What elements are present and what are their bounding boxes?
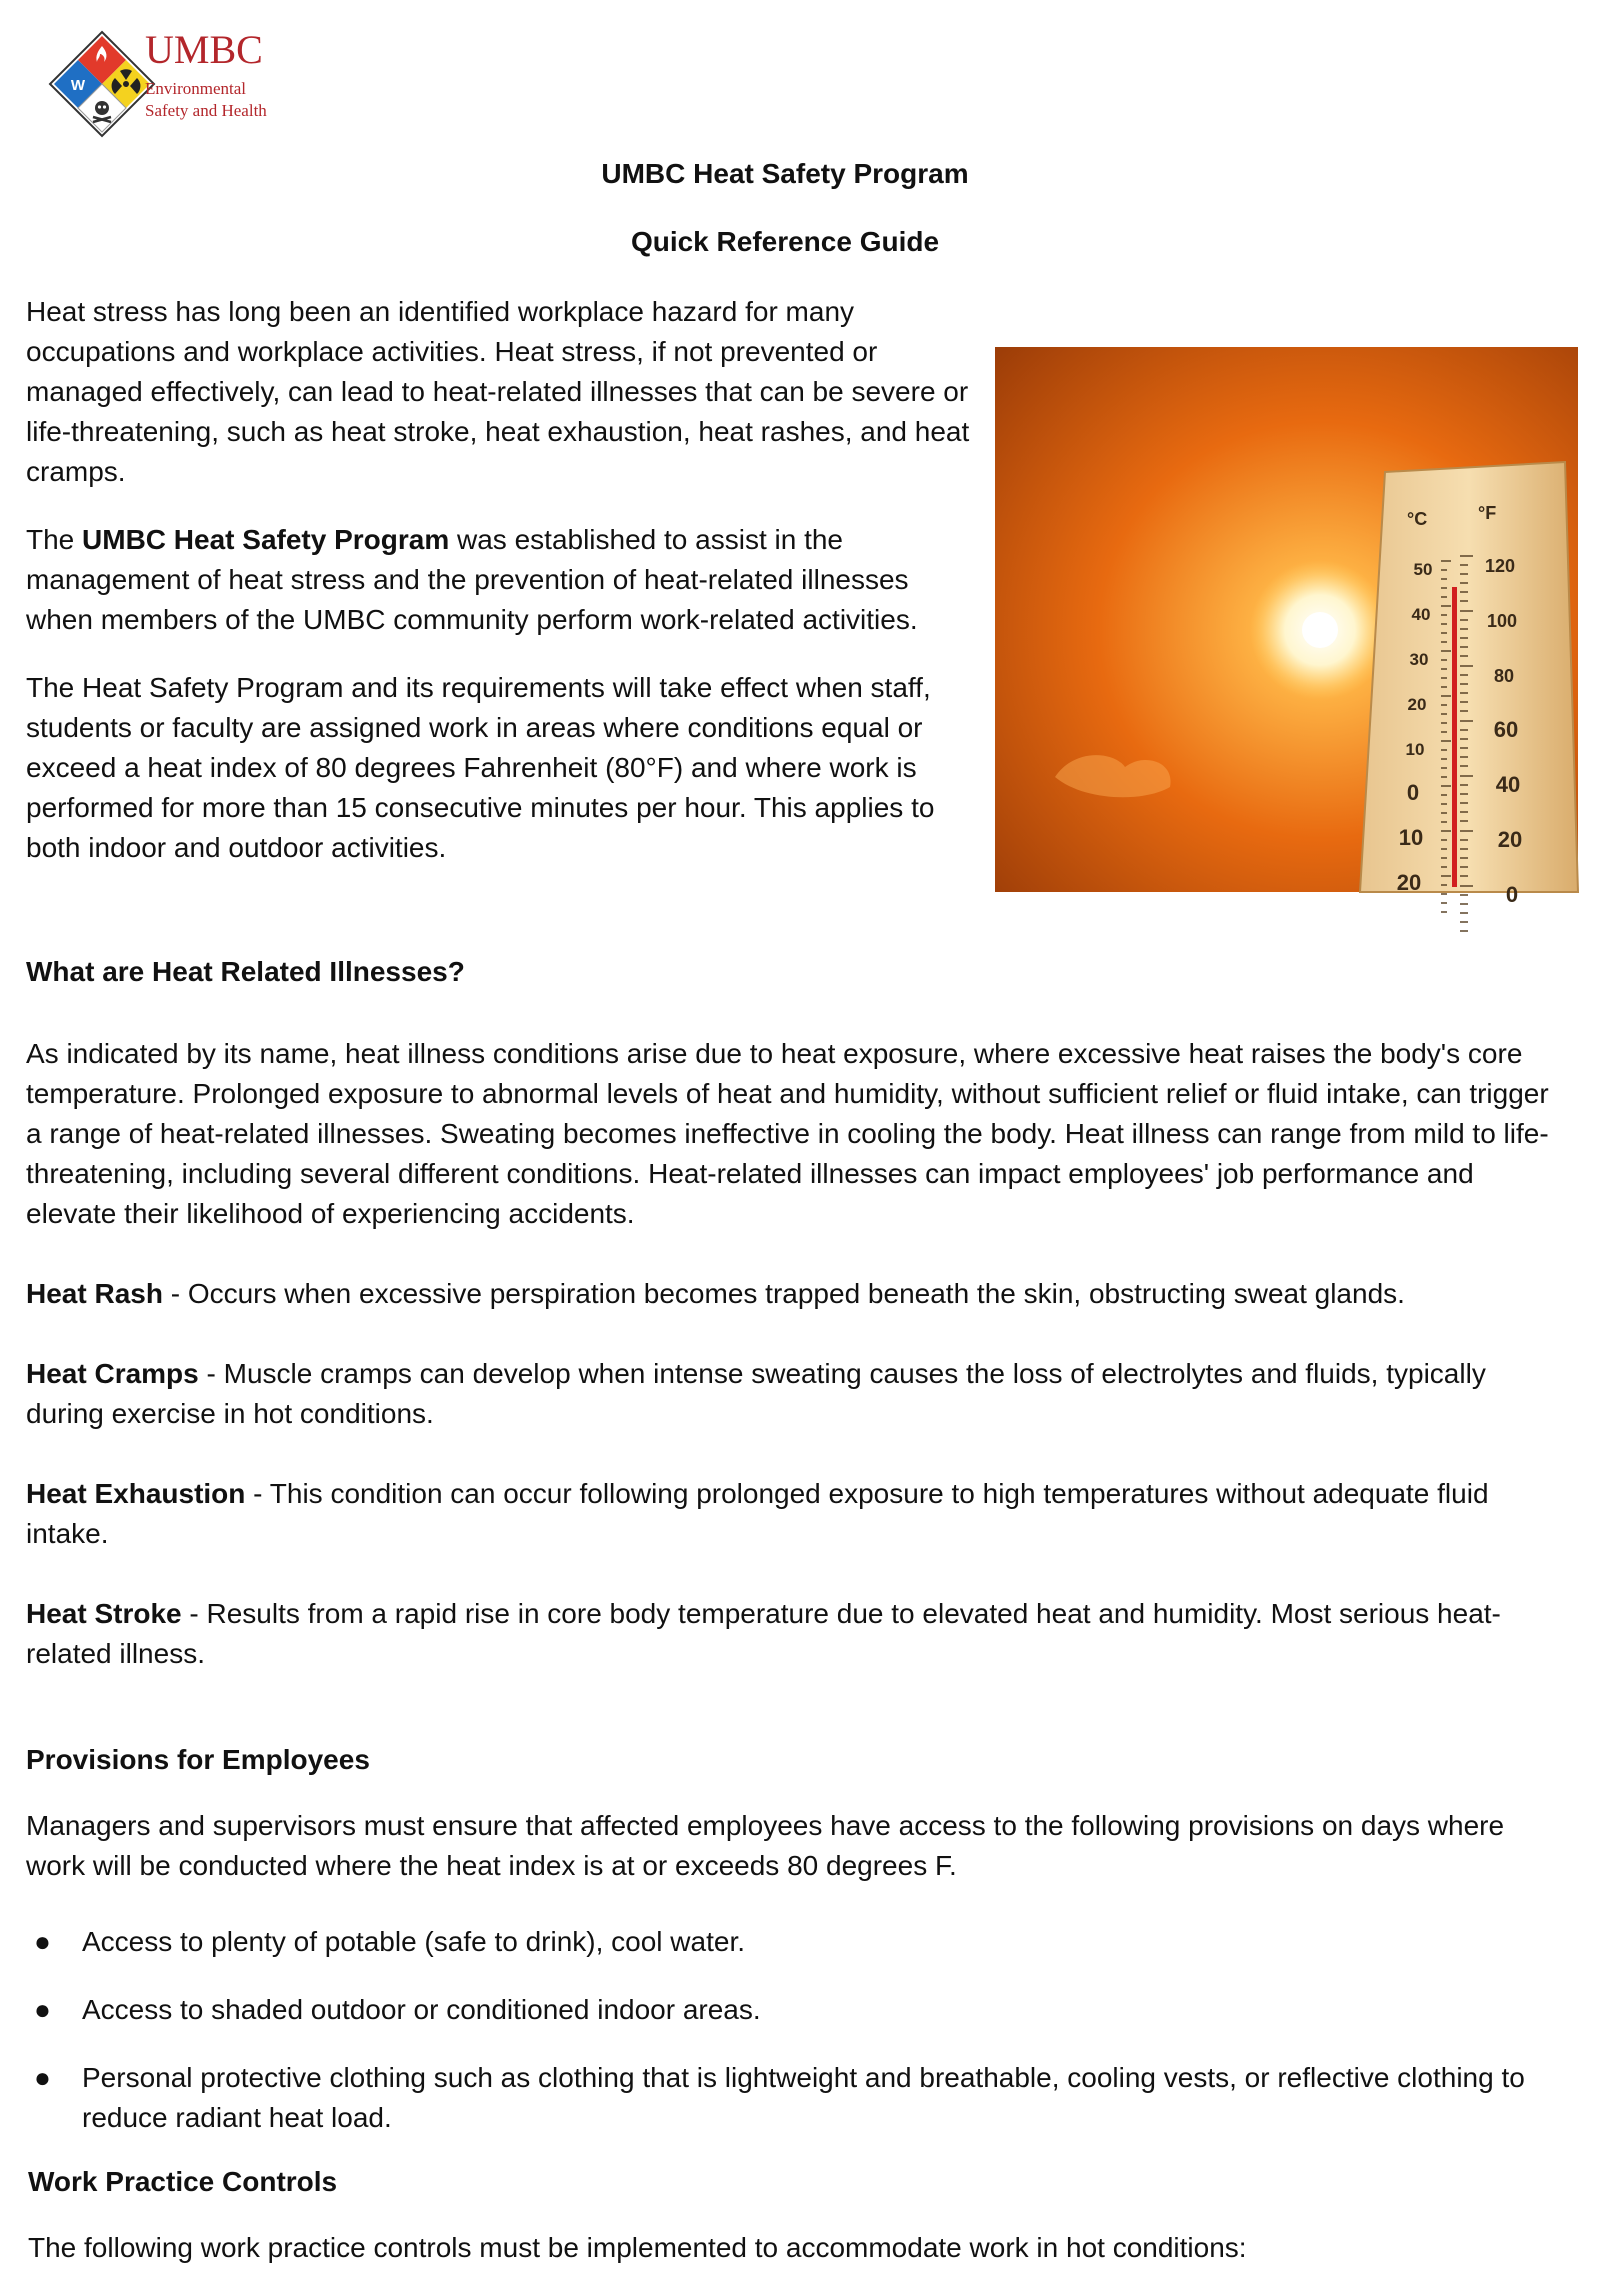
- fahrenheit-tick-label: 40: [1495, 772, 1521, 797]
- logo-subtitle-line1: Environmental: [145, 79, 247, 98]
- celsius-tick-label: 10: [1398, 825, 1424, 850]
- program-name: UMBC Heat Safety Program: [82, 524, 450, 555]
- thermometer-icon: [1360, 462, 1578, 892]
- provisions-list: [26, 1922, 1556, 2138]
- illness-description: - Results from a rapid rise in core body temperature due to elevated heat and humidity. Most serious heat-related illness.: [26, 1598, 1501, 1669]
- fahrenheit-tick-label: 100: [1486, 611, 1518, 631]
- document-title: UMBC Heat Safety Program: [601, 158, 969, 189]
- illnesses-intro: As indicated by its name, heat illness conditions arise due to heat exposure, where excessive heat raises the body's core temperature. Prolonged exposure to abnormal levels of heat and humidity, without sufficient relief or fluid intake, can trigger a range of heat-related illnesses. Sweating becomes ineffective in cooling the body. Heat illness can range from mild to life-threatening, including several different conditions. Heat-related illnesses can impact employees' job performance and elevate their likelihood of experiencing accidents.: [26, 1038, 1549, 1229]
- illness-name: Heat Exhaustion: [26, 1478, 246, 1509]
- celsius-tick-label: 10: [1405, 740, 1425, 759]
- intro-paragraph-2-post: was established to assist in the management of heat stress and the prevention of heat-related illnesses when members of the UMBC community perform work-related activities.: [26, 524, 918, 635]
- logo-subtitle-line2: Safety and Health: [145, 101, 267, 120]
- intro-paragraph-2-pre: The: [26, 524, 83, 555]
- work-practice-intro: The following work practice controls must be implemented to accommodate work in hot conditions:: [28, 2232, 1247, 2263]
- intro-section: [26, 292, 976, 868]
- celsius-tick-label: 0: [1406, 780, 1420, 805]
- illness-heat-cramps: [26, 1354, 1556, 1434]
- illness-name: Heat Rash: [26, 1278, 163, 1309]
- illness-description: - This condition can occur following prolonged exposure to high temperatures without adequate fluid intake.: [26, 1478, 1489, 1549]
- fahrenheit-label: °F: [1478, 503, 1497, 523]
- bullet-icon: ●: [34, 1926, 51, 1957]
- fahrenheit-tick-label: 80: [1493, 666, 1515, 686]
- section-heading-work-practice: Work Practice Controls: [28, 2166, 338, 2197]
- list-item: [26, 1990, 1556, 2030]
- illness-name: Heat Stroke: [26, 1598, 182, 1629]
- intro-paragraph-1: Heat stress has long been an identified workplace hazard for many occupations and workplace activities. Heat stress, if not prevented or managed effectively, can lead to heat-related illnesses that can be severe or life-threatening, such as heat stroke, heat exhaustion, heat rashes, and heat cramps.: [26, 296, 970, 487]
- illnesses-section: [26, 1034, 1556, 1674]
- celsius-label: °C: [1407, 509, 1428, 529]
- celsius-tick-label: 20: [1396, 870, 1422, 895]
- illness-heat-rash: [26, 1274, 1556, 1314]
- heat-thermometer-image: [995, 347, 1578, 907]
- list-item: [26, 2058, 1556, 2138]
- logo-title: UMBC: [145, 27, 263, 72]
- mercury-column: [1452, 587, 1457, 887]
- fahrenheit-tick-label: 20: [1497, 827, 1523, 852]
- list-item-text: Access to shaded outdoor or conditioned indoor areas.: [82, 1994, 761, 2025]
- celsius-tick-label: 50: [1413, 560, 1433, 579]
- celsius-tick-label: 30: [1409, 650, 1429, 669]
- intro-paragraph-2: [26, 520, 976, 640]
- illness-heat-exhaustion: [26, 1474, 1556, 1554]
- celsius-tick-label: 20: [1407, 695, 1427, 714]
- svg-text:W: W: [70, 77, 86, 94]
- list-item-text: Access to plenty of potable (safe to drink), cool water.: [82, 1926, 746, 1957]
- illness-heat-stroke: [26, 1594, 1556, 1674]
- fahrenheit-tick-label: 120: [1484, 556, 1516, 576]
- section-heading-illnesses: What are Heat Related Illnesses?: [26, 956, 465, 987]
- bullet-icon: ●: [34, 1994, 51, 2025]
- fahrenheit-tick-label: 60: [1493, 717, 1519, 742]
- bullet-icon: ●: [34, 2062, 51, 2093]
- document-subtitle: Quick Reference Guide: [630, 226, 940, 257]
- celsius-tick-label: 40: [1411, 605, 1431, 624]
- illness-name: Heat Cramps: [26, 1358, 199, 1389]
- provisions-intro: Managers and supervisors must ensure that affected employees have access to the following provisions on days where work will be conducted where the heat index is at or exceeds 80 degrees F.: [26, 1810, 1505, 1881]
- illness-description: - Muscle cramps can develop when intense sweating causes the loss of electrolytes and fluids, typically during exercise in hot conditions.: [26, 1358, 1486, 1429]
- illness-description: - Occurs when excessive perspiration becomes trapped beneath the skin, obstructing sweat glands.: [162, 1278, 1405, 1309]
- list-item: [26, 1922, 1556, 1962]
- fahrenheit-tick-label: 0: [1505, 882, 1519, 907]
- section-heading-provisions: Provisions for Employees: [26, 1744, 370, 1775]
- intro-paragraph-3: The Heat Safety Program and its requirements will take effect when staff, students or faculty are assigned work in areas where conditions equal or exceed a heat index of 80 degrees Fahrenheit (80°F) and where work is performed for more than 15 consecutive minutes per hour. This applies to both indoor and outdoor activities.: [26, 672, 935, 863]
- list-item-text: Personal protective clothing such as clothing that is lightweight and breathable, cooling vests, or reflective clothing to reduce radiant heat load.: [82, 2062, 1525, 2133]
